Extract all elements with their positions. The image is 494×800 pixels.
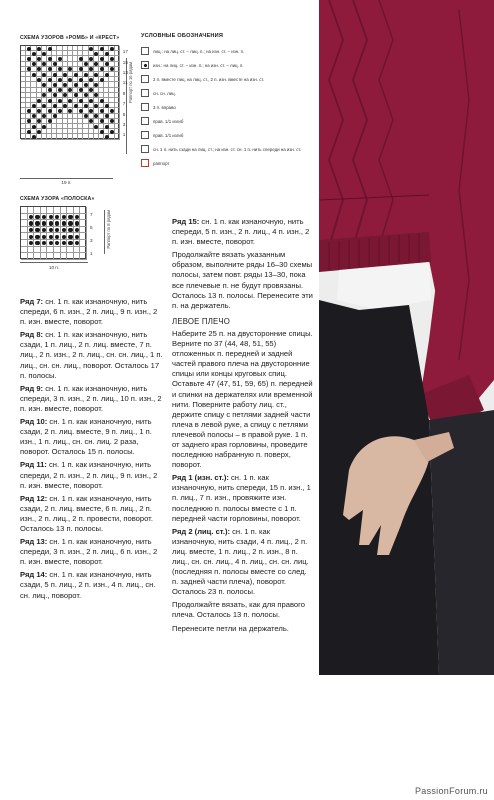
sweater-photo-illustration: [319, 0, 494, 675]
purl-dot: [53, 73, 57, 77]
purl-dot: [89, 99, 93, 103]
purl-dot: [84, 104, 88, 108]
purl-dot: [29, 235, 33, 239]
purl-dot: [79, 78, 83, 82]
chart-romb-cross-rapport-label: Раппорт по 16 рядам: [128, 62, 133, 103]
purl-dot: [27, 57, 31, 61]
legend-item: [141, 47, 244, 55]
chart-cell: [54, 247, 61, 254]
chart-cell: [34, 247, 41, 254]
row-text: сн. 1 п. как изнаночную, нить спереди, 3 п. изн., 2 п. лиц., 10 п. изн., 2 п. изн. вместе, поворот.: [20, 383, 162, 413]
chart-cell: [21, 240, 28, 247]
left-shoulder-paragraph: Наберите 25 п. на двусторонние спицы. Верните по 37 (44, 48, 51, 55) отложенных п. передней и задней частей правого плеча на двусторонние спицы или концы круговых спиц. Оставьте 47 (47, 51, 59, 65) п. передней и спинки на держателях или временной нити. Поверните работу лиц. ст., держите спицу с петлями задней части плеча в левой руке, а спицу с петлями плечевой полосы – в правой руке. 1 п. от заднего края горловины, проведите последнюю набранную п. поверх, поворот.: [172, 328, 313, 470]
purl-dot: [62, 215, 66, 219]
legend-item: [141, 131, 183, 139]
row-2-head: Ряд 2 (лиц. ст.):: [172, 526, 231, 536]
purl-dot: [74, 104, 78, 108]
chart-row-number: 17: [122, 49, 128, 55]
legend-symbol-icon: [141, 61, 149, 69]
chart-stripe-rapport-label: Раппорт по 8 рядам: [106, 210, 111, 249]
chart-romb-cross-grid: [20, 45, 119, 139]
chart-row-number: 5: [90, 224, 93, 230]
purl-dot: [68, 235, 72, 239]
purl-dot: [79, 99, 83, 103]
purl-dot: [74, 83, 78, 87]
legend-symbol-icon: [141, 75, 149, 83]
row-1-paragraph: [172, 473, 314, 523]
purl-dot: [32, 52, 36, 56]
legend-item: [141, 89, 176, 97]
legend-item: [141, 145, 301, 153]
purl-dot: [48, 47, 52, 51]
chart-cell: [21, 233, 28, 240]
chart-cell: [61, 253, 68, 260]
chart-row-number: 7: [122, 101, 126, 107]
chart-row-number: 1: [122, 132, 126, 138]
purl-dot: [62, 221, 66, 225]
chart-row-number: 5: [122, 111, 126, 117]
purl-dot: [32, 73, 36, 77]
legend-item: [141, 159, 169, 167]
row-2-text: сн. 1 п. как изнаночную, нить сзади, 4 п. лиц., 2 п. лиц. вместе, 1 п. лиц., 2 п. изн., 8 п. лиц., сн. сн. лиц., 4 п. лиц., сн. сн. лиц. (последняя п. полосы вместе со след. п. задней части плеча), поворот. Осталось 23 п. полосы.: [172, 526, 309, 597]
chart-cell: [80, 247, 87, 254]
row-text: сн. 1 п. как изнаночную, нить сзади, 1 п. лиц., 2 п. лиц. вместе, 7 п. лиц., 2 п. изн., 2 п. лиц., сн. сн. лиц., 1 п. лиц., сн. сн. лиц., поворот. Осталось 17 п. полосы.: [20, 330, 163, 380]
row-text: сн. 1 п. как изнаночную, нить сзади, 2 п. лиц. вместе, 9 п. лиц., 1 п. изн., 1 п. лиц., сн. сн. лиц. 2 раза, поворот. Осталось 15 п. полосы.: [20, 417, 152, 457]
chart-stripe-width-label: 10 п.: [48, 265, 60, 270]
purl-dot: [105, 135, 109, 139]
purl-dot: [105, 73, 109, 77]
chart-cell: [74, 207, 81, 214]
purl-dot: [74, 73, 78, 77]
legend-title: УСЛОВНЫЕ ОБОЗНАЧЕНИЯ: [141, 33, 224, 39]
continue-paragraph: Продолжайте вязать указанным образом, выполните ряды 16–30 схемы полосы, затем повт. ряды 13–30, пока все плечевые п. не будут провязаны. Осталось 13 п. полосы. Перенесите эти п. на держатель.: [172, 250, 313, 310]
site-watermark: PassionForum.ru: [414, 786, 488, 796]
chart-cell: [115, 134, 120, 139]
purl-dot: [32, 104, 36, 108]
purl-dot: [100, 109, 104, 113]
purl-dot: [62, 235, 66, 239]
legend-label: раппорт: [153, 160, 170, 166]
purl-dot: [100, 57, 104, 61]
row-head: Ряд 8:: [20, 330, 44, 340]
chart-cell: [47, 247, 54, 254]
instructions-right-column: [172, 217, 314, 637]
purl-dot: [35, 235, 39, 239]
purl-dot: [75, 235, 79, 239]
chart-cell: [67, 247, 74, 254]
row-head: Ряд 9:: [20, 383, 44, 393]
purl-dot: [100, 99, 104, 103]
purl-dot: [89, 47, 93, 51]
purl-dot: [49, 221, 53, 225]
chart-cell: [80, 227, 87, 234]
chart-row-number: 3: [122, 122, 126, 127]
purl-dot: [53, 104, 57, 108]
chart-cell: [80, 233, 87, 240]
purl-dot: [35, 228, 39, 232]
chart-cell: [41, 247, 48, 254]
purl-dot: [105, 125, 109, 129]
chart-cell: [74, 253, 81, 260]
row-paragraph: [20, 330, 165, 380]
chart-stripe-rapport-bracket: [104, 210, 105, 254]
legend-label: прав. 1/1 изгиб: [153, 132, 184, 138]
chart-cell: [34, 253, 41, 260]
purl-dot: [35, 241, 39, 245]
purl-dot: [27, 47, 31, 51]
purl-dot: [49, 235, 53, 239]
row-text: сн. 1 п. как изнаночную, нить сзади, 2 п. лиц. вместе, 6 п. лиц., 2 п. изн., 2 п. лиц., 2 п. провести, поворот. Осталось 13 п. полосы.: [20, 493, 153, 533]
row-text: сн. 1 п. как изнаночную, нить спереди, 6 п. изн., 2 п. лиц., 9 п. изн., 2 п. изн. вместе, поворот.: [20, 297, 158, 327]
chart-stripe-title: СХЕМА УЗОРА «ПОЛОСКА»: [20, 196, 95, 202]
chart-cell: [47, 207, 54, 214]
chart-cell: [21, 253, 28, 260]
purl-dot: [68, 241, 72, 245]
legend-label: сн. сн. лиц.: [153, 90, 176, 96]
purl-dot: [53, 83, 57, 87]
purl-dot: [75, 221, 79, 225]
purl-dot: [37, 99, 41, 103]
chart-cell: [21, 214, 28, 221]
purl-dot: [105, 104, 109, 108]
legend-item: [141, 103, 176, 111]
purl-dot: [58, 78, 62, 82]
purl-dot: [110, 47, 114, 51]
purl-dot: [42, 221, 46, 225]
chart-stripe-grid: [20, 206, 86, 259]
chart-cell: [28, 207, 35, 214]
row-15-head: Ряд 15:: [172, 217, 200, 226]
purl-dot: [48, 99, 52, 103]
legend-symbol-icon: [141, 159, 149, 167]
chart-cell: [21, 220, 28, 227]
row-text: сн. 1 п. как изнаночную, нить спереди, 2 п. изн., 2 п. лиц., 9 п. изн., 2 п. изн. вместе, поворот.: [20, 460, 158, 490]
purl-dot: [79, 109, 83, 113]
purl-dot: [100, 78, 104, 82]
legend-label: лиц.: на лиц. ст. – лиц. п.; на изн. ст. – изн. п.: [153, 48, 245, 54]
row-15-text: сн. 1 п. как изнаночную, нить спереди, 5 п. изн., 2 п. лиц., 4 п. изн., 2 п. изн. вместе, поворот.: [172, 217, 310, 247]
chart-row-number: 3: [90, 238, 93, 243]
purl-dot: [48, 78, 52, 82]
row-1-head: Ряд 1 (изн. ст.):: [172, 473, 229, 483]
purl-dot: [55, 221, 59, 225]
row-2-paragraph: [172, 527, 314, 598]
legend-label: прав. 1/1 изгиб: [153, 118, 184, 124]
chart-cell: [74, 247, 81, 254]
row-paragraph: [20, 384, 165, 414]
chart-row-number: 9: [122, 90, 126, 96]
legend-symbol-icon: [141, 89, 149, 97]
row-head: Ряд 11:: [20, 460, 47, 470]
purl-dot: [37, 47, 41, 51]
chart-cell: [34, 207, 41, 214]
instructions-left-column: [20, 297, 165, 604]
row-15-paragraph: [172, 217, 314, 247]
legend-label: изн.: на лиц. ст. – изн. п.; на изн. ст. – лиц. п.: [153, 62, 244, 68]
legend-symbol-icon: [141, 145, 149, 153]
chart-romb-cross-width-label: 19 п.: [61, 180, 72, 185]
purl-dot: [29, 221, 33, 225]
legend-item: [141, 61, 244, 69]
row-paragraph: [20, 570, 165, 600]
legend-item: [141, 117, 183, 125]
chart-row-number: 13: [122, 70, 128, 75]
purl-dot: [49, 228, 53, 232]
legend-label: сн. 1 п. нить сзади на лиц. ст.; на изн. ст. сн. 1 п. нить спереди на изн. ст.: [153, 146, 302, 152]
purl-dot: [105, 52, 109, 56]
purl-dot: [29, 215, 33, 219]
chart-cell: [67, 253, 74, 260]
row-head: Ряд 7:: [20, 297, 44, 306]
purl-dot: [68, 228, 72, 232]
chart-cell: [80, 240, 87, 247]
chart-cell: [67, 207, 74, 214]
chart-cell: [54, 253, 61, 260]
legend-label: 3 п. вправо: [153, 104, 176, 110]
chart-row-number: 1: [90, 251, 93, 257]
chart-row-number: 11: [122, 80, 128, 86]
row-head: Ряд 10:: [20, 417, 48, 427]
chart-cell: [41, 207, 48, 214]
purl-dot: [79, 57, 83, 61]
purl-dot: [48, 109, 52, 113]
purl-dot: [32, 125, 36, 129]
chart-romb-cross-width-bracket: [20, 178, 113, 179]
purl-dot: [27, 130, 31, 134]
purl-dot: [49, 215, 53, 219]
final-paragraph: Перенесите петли на держатель.: [172, 623, 289, 633]
purl-dot: [35, 221, 39, 225]
row-paragraph: [20, 297, 165, 327]
chart-cell: [80, 214, 87, 221]
row-paragraph: [20, 494, 165, 534]
closing-paragraph: Продолжайте вязать, как для правого плеча. Осталось 13 п. полосы.: [172, 600, 305, 620]
legend-symbol-icon: [141, 103, 149, 111]
row-1-text: сн. 1 п. как изнаночную, нить спереди, 15 п. изн., 1 п. лиц., 7 п. изн., провяжите изн. последнюю п. полосы вместе с 1 п. передней части горловины, поворот.: [172, 473, 311, 523]
chart-cell: [28, 253, 35, 260]
purl-dot: [42, 235, 46, 239]
purl-dot: [48, 57, 52, 61]
row-head: Ряд 14:: [20, 570, 48, 580]
purl-dot: [68, 215, 72, 219]
chart-cell: [61, 207, 68, 214]
purl-dot: [35, 215, 39, 219]
purl-dot: [58, 99, 62, 103]
purl-dot: [100, 47, 104, 51]
chart-cell: [54, 207, 61, 214]
chart-romb-cross-title: СХЕМА УЗОРОВ «РОМБ» И «КРЕСТ»: [20, 35, 120, 41]
model-photo: [319, 0, 494, 675]
chart-stripe-width-bracket: [20, 262, 88, 263]
purl-dot: [48, 88, 52, 92]
row-head: Ряд 13:: [20, 537, 48, 547]
legend-item: [141, 75, 264, 83]
legend-symbol-icon: [141, 117, 149, 125]
chart-row-number: 15: [122, 59, 128, 65]
chart-cell: [80, 253, 87, 260]
purl-dot: [110, 130, 114, 134]
legend-label: 2 п. вместе лиц. на лиц. ст., 2 п. изн. вместе на изн. ст.: [153, 76, 265, 82]
row-text: сн. 1 п. как изнаночную, нить сзади, 5 п. лиц., 2 п. изн., 4 п. лиц., сн. сн. лиц., поворот.: [20, 570, 156, 600]
chart-cell: [61, 247, 68, 254]
row-paragraph: [20, 417, 165, 457]
row-paragraph: [20, 460, 165, 490]
purl-dot: [68, 221, 72, 225]
chart-cell: [21, 207, 28, 214]
purl-dot: [100, 130, 104, 134]
row-text: сн. 1 п. как изнаночную, нить спереди, 3 п. изн., 2 п. лиц., 6 п. изн., 2 п. изн. вместе, поворот.: [20, 537, 158, 567]
legend-symbol-icon: [141, 131, 149, 139]
purl-dot: [27, 109, 31, 113]
row-head: Ряд 12:: [20, 493, 48, 503]
legend-symbol-icon: [141, 47, 149, 55]
left-shoulder-heading: ЛЕВОЕ ПЛЕЧО: [172, 316, 231, 326]
chart-cell: [80, 207, 87, 214]
row-paragraph: [20, 537, 165, 567]
purl-dot: [84, 73, 88, 77]
chart-cell: [41, 253, 48, 260]
chart-cell: [80, 220, 87, 227]
chart-cell: [21, 227, 28, 234]
chart-cell: [47, 253, 54, 260]
chart-cell: [28, 247, 35, 254]
chart-cell: [21, 247, 28, 254]
chart-row-number: 7: [90, 211, 93, 217]
purl-dot: [63, 73, 67, 77]
